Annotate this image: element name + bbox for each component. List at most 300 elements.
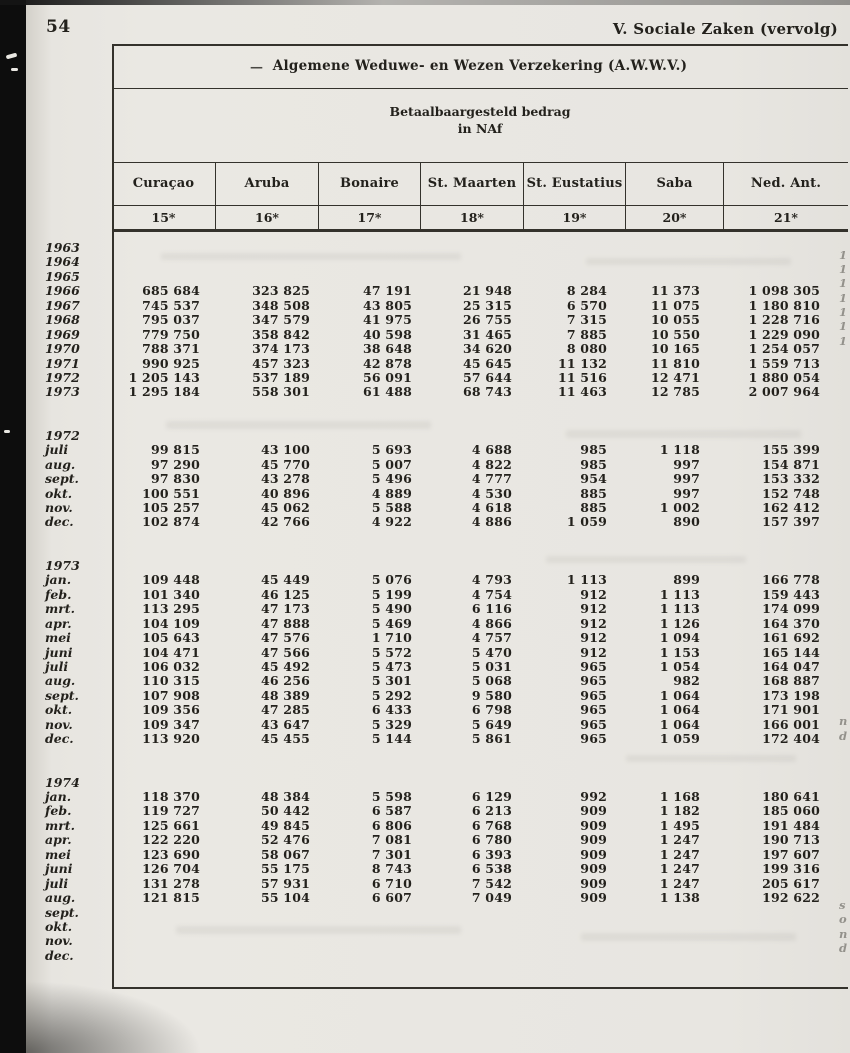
cell-curacao: 104 109: [142, 615, 200, 631]
cell-saba: 1 247: [659, 832, 700, 848]
cell-ned-ant: 185 060: [762, 803, 820, 819]
table-row: [45, 312, 848, 326]
cell-saba: 11 810: [650, 355, 700, 371]
cell-bonaire: 61 488: [362, 384, 412, 400]
cell-bonaire: 5 473: [371, 658, 412, 674]
row-label: feb.: [45, 586, 72, 602]
table-row: [45, 876, 848, 890]
cell-st-maarten: 26 755: [462, 312, 512, 328]
cell-st-maarten: 4 688: [471, 442, 512, 458]
column-header: Aruba: [215, 162, 318, 205]
table-row: [45, 645, 848, 659]
cell-bonaire: 8 743: [371, 861, 412, 877]
table-row: [45, 356, 848, 370]
row-label: feb.: [45, 803, 72, 819]
row-label: mei: [45, 846, 71, 862]
cell-saba: 1 247: [659, 861, 700, 877]
table-row: [45, 428, 848, 442]
cell-saba: 1 059: [659, 731, 700, 747]
row-label: 1973: [45, 384, 80, 400]
rule-table-bottom: [112, 987, 848, 989]
cell-ned-ant: 173 198: [762, 687, 820, 703]
cell-aruba: 50 442: [260, 803, 310, 819]
cell-st-maarten: 4 793: [471, 572, 512, 588]
bleedthrough-mark: 1: [839, 291, 848, 305]
cell-bonaire: 4 889: [371, 485, 412, 501]
cell-st-maarten: 21 948: [462, 283, 512, 299]
cell-st-maarten: 6 538: [471, 861, 512, 877]
cell-curacao: 106 032: [142, 658, 200, 674]
table-row: [45, 457, 848, 471]
cell-ned-ant: 174 099: [762, 601, 820, 617]
table-row: [45, 384, 848, 398]
cell-curacao: 109 356: [142, 702, 200, 718]
cell-bonaire: 5 469: [371, 615, 412, 631]
cell-ned-ant: 165 144: [762, 644, 820, 660]
cell-st-maarten: 9 580: [471, 687, 512, 703]
row-label: apr.: [45, 615, 72, 631]
cell-saba: 899: [673, 572, 700, 588]
cell-st-eustatius: 909: [580, 861, 607, 877]
table-row: [45, 587, 848, 601]
cell-aruba: 348 508: [252, 297, 310, 313]
cell-st-eustatius: 965: [580, 687, 607, 703]
bleedthrough-mark: 1: [839, 305, 848, 319]
cell-st-eustatius: 909: [580, 890, 607, 906]
cell-bonaire: 40 598: [362, 326, 412, 342]
cell-st-eustatius: 965: [580, 658, 607, 674]
row-label: dec.: [45, 947, 74, 963]
cell-saba: 890: [673, 514, 700, 530]
table-row: [45, 341, 848, 355]
row-label: juli: [45, 658, 69, 674]
cell-st-eustatius: 965: [580, 702, 607, 718]
cell-saba: 12 785: [650, 384, 700, 400]
cell-st-eustatius: 11 463: [557, 384, 607, 400]
cell-aruba: 46 125: [260, 586, 310, 602]
cell-bonaire: 1 710: [371, 630, 412, 646]
cell-bonaire: 6 806: [371, 817, 412, 833]
table-row: [45, 514, 848, 528]
rule-top: [112, 44, 848, 46]
cell-curacao: 110 315: [142, 673, 200, 689]
row-label: juli: [45, 875, 69, 891]
cell-curacao: 131 278: [142, 875, 200, 891]
cell-st-eustatius: 6 570: [566, 297, 607, 313]
page-number: 54: [46, 17, 71, 37]
cell-st-eustatius: 985: [580, 442, 607, 458]
cell-st-maarten: 4 822: [471, 456, 512, 472]
cell-st-eustatius: 985: [580, 456, 607, 472]
scan-speck: [4, 430, 10, 433]
cell-ned-ant: 161 692: [762, 630, 820, 646]
cell-st-eustatius: 11 132: [557, 355, 607, 371]
row-label: 1972: [45, 427, 80, 443]
cell-bonaire: 38 648: [362, 341, 412, 357]
cell-ned-ant: 2 007 964: [748, 384, 820, 400]
rule-under-title: [112, 88, 848, 89]
bleedthrough-mark: n: [839, 927, 848, 941]
cell-st-eustatius: 912: [580, 630, 607, 646]
cell-aruba: 323 825: [252, 283, 310, 299]
cell-aruba: 45 492: [260, 658, 310, 674]
cell-st-maarten: 5 649: [471, 716, 512, 732]
cell-aruba: 457 323: [252, 355, 310, 371]
column-header: St. Maarten: [420, 162, 523, 205]
column-header: Ned. Ant.: [723, 162, 848, 205]
cell-st-eustatius: 912: [580, 601, 607, 617]
cell-curacao: 99 815: [150, 442, 200, 458]
table-row: [45, 254, 848, 268]
table-row: [45, 327, 848, 341]
cell-curacao: 123 690: [142, 846, 200, 862]
cell-curacao: 113 920: [142, 731, 200, 747]
row-label: 1966: [45, 283, 80, 299]
column-header: Saba: [625, 162, 723, 205]
bleedthrough-mark: s: [839, 898, 846, 912]
cell-saba: 11 075: [650, 297, 700, 313]
cell-st-maarten: 5 470: [471, 644, 512, 660]
cell-aruba: 47 173: [260, 601, 310, 617]
cell-st-maarten: 7 049: [471, 890, 512, 906]
cell-curacao: 109 448: [142, 572, 200, 588]
row-label: juni: [45, 861, 73, 877]
table-subtitle: Betaalbaargesteld bedrag: [389, 104, 571, 119]
cell-bonaire: 5 496: [371, 471, 412, 487]
column-number: 15*: [151, 210, 176, 225]
row-label: 1965: [45, 268, 80, 284]
cell-st-eustatius: 1 113: [566, 572, 607, 588]
table-row: [45, 803, 848, 817]
table-row: [45, 933, 848, 947]
table-title: Algemene Weduwe- en Wezen Verzekering (A.W.W.V.): [272, 58, 688, 74]
row-label: juni: [45, 644, 73, 660]
row-label: jan.: [45, 572, 72, 588]
cell-aruba: 558 301: [252, 384, 310, 400]
table-row: [45, 702, 848, 716]
cell-saba: 1 064: [659, 716, 700, 732]
cell-ned-ant: 168 887: [762, 673, 820, 689]
cell-saba: 1 054: [659, 658, 700, 674]
cell-ned-ant: 191 484: [762, 817, 820, 833]
cell-aruba: 45 062: [260, 500, 310, 515]
row-label: 1963: [45, 240, 80, 255]
cell-st-maarten: 6 780: [471, 832, 512, 848]
scan-speck: [6, 53, 18, 60]
cell-curacao: 118 370: [142, 789, 200, 804]
cell-bonaire: 56 091: [362, 369, 412, 385]
cell-saba: 1 168: [659, 789, 700, 804]
cell-curacao: 97 830: [150, 471, 200, 487]
cell-st-maarten: 25 315: [462, 297, 512, 313]
cell-curacao: 102 874: [142, 514, 200, 530]
cell-curacao: 101 340: [142, 586, 200, 602]
cell-saba: 10 550: [650, 326, 700, 342]
table-row: [45, 601, 848, 615]
cell-st-maarten: 6 129: [471, 789, 512, 804]
cell-curacao: 107 908: [142, 687, 200, 703]
cell-st-maarten: 5 861: [471, 731, 512, 747]
cell-bonaire: 42 878: [362, 355, 412, 371]
row-label: okt.: [45, 485, 73, 501]
cell-st-eustatius: 885: [580, 485, 607, 501]
table-row: [45, 890, 848, 904]
cell-saba: 1 064: [659, 702, 700, 718]
bleedthrough-mark: 1: [839, 262, 848, 276]
bleedthrough-mark: o: [839, 912, 847, 926]
cell-curacao: 113 295: [142, 601, 200, 617]
cell-ned-ant: 1 180 810: [748, 297, 820, 313]
cell-bonaire: 47 191: [362, 283, 412, 299]
row-label: jan.: [45, 789, 72, 804]
cell-st-eustatius: 954: [580, 471, 607, 487]
cell-bonaire: 5 076: [371, 572, 412, 588]
cell-st-maarten: 6 393: [471, 846, 512, 862]
cell-st-eustatius: 8 080: [566, 341, 607, 357]
cell-ned-ant: 1 229 090: [748, 326, 820, 342]
cell-st-eustatius: 885: [580, 500, 607, 515]
column-header: St. Eustatius: [523, 162, 625, 205]
row-label: okt.: [45, 702, 73, 718]
cell-st-eustatius: 7 315: [566, 312, 607, 328]
cell-bonaire: 5 693: [371, 442, 412, 458]
table-row: [45, 717, 848, 731]
cell-bonaire: 5 572: [371, 644, 412, 660]
row-label: 1971: [45, 355, 80, 371]
cell-ned-ant: 1 098 305: [748, 283, 820, 299]
row-label: sept.: [45, 687, 79, 703]
cell-st-eustatius: 909: [580, 875, 607, 891]
cell-ned-ant: 199 316: [762, 861, 820, 877]
cell-ned-ant: 1 254 057: [748, 341, 820, 357]
cell-ned-ant: 166 778: [762, 572, 820, 588]
cell-bonaire: 43 805: [362, 297, 412, 313]
row-label: aug.: [45, 673, 76, 689]
row-label: juli: [45, 442, 69, 458]
table-row: [45, 861, 848, 875]
bleedthrough-mark: 1: [839, 334, 848, 348]
cell-curacao: 104 471: [142, 644, 200, 660]
table-row: [45, 486, 848, 500]
cell-ned-ant: 164 047: [762, 658, 820, 674]
cell-curacao: 745 537: [142, 297, 200, 313]
cell-curacao: 109 347: [142, 716, 200, 732]
cell-bonaire: 6 433: [371, 702, 412, 718]
row-label: nov.: [45, 933, 73, 949]
cell-ned-ant: 1 880 054: [748, 369, 820, 385]
bleedthrough-mark: d: [839, 729, 848, 743]
column-number: 16*: [215, 205, 318, 230]
cell-ned-ant: 164 370: [762, 615, 820, 631]
cell-bonaire: 6 587: [371, 803, 412, 819]
cell-ned-ant: 152 748: [762, 485, 820, 501]
cell-st-eustatius: 965: [580, 731, 607, 747]
cell-st-eustatius: 992: [580, 789, 607, 804]
row-label: 1972: [45, 369, 80, 385]
cell-bonaire: 5 329: [371, 716, 412, 732]
cell-aruba: 358 842: [252, 326, 310, 342]
row-label: nov.: [45, 716, 73, 732]
cell-aruba: 45 770: [260, 456, 310, 472]
cell-ned-ant: 1 228 716: [748, 312, 820, 328]
cell-ned-ant: 197 607: [762, 846, 820, 862]
table-row: [45, 558, 848, 572]
cell-st-maarten: 4 757: [471, 630, 512, 646]
cell-aruba: 58 067: [260, 846, 310, 862]
row-label: 1968: [45, 312, 80, 328]
cell-curacao: 105 643: [142, 630, 200, 646]
table-row: [45, 370, 848, 384]
table-row: [45, 630, 848, 644]
cell-aruba: 47 888: [260, 615, 310, 631]
cell-ned-ant: 205 617: [762, 875, 820, 891]
cell-ned-ant: 159 443: [762, 586, 820, 602]
cell-saba: 1 002: [659, 500, 700, 515]
cell-aruba: 43 647: [260, 716, 310, 732]
cell-saba: 1 094: [659, 630, 700, 646]
cell-aruba: 55 175: [260, 861, 310, 877]
row-label: 1974: [45, 774, 80, 790]
section-heading: V. Sociale Zaken (vervolg): [612, 20, 838, 38]
table-row: [45, 616, 848, 630]
cell-aruba: 49 845: [260, 817, 310, 833]
cell-st-eustatius: 909: [580, 803, 607, 819]
cell-st-maarten: 4 530: [471, 485, 512, 501]
row-label: 1970: [45, 341, 80, 357]
cell-st-eustatius: 965: [580, 673, 607, 689]
cell-bonaire: 5 301: [371, 673, 412, 689]
cell-aruba: 40 896: [260, 485, 310, 501]
table-row: [45, 673, 848, 687]
table-row: [45, 905, 848, 919]
column-number: 17*: [318, 205, 420, 230]
cell-st-eustatius: 909: [580, 817, 607, 833]
cell-bonaire: 6 607: [371, 890, 412, 906]
cell-st-maarten: 57 644: [462, 369, 512, 385]
cell-curacao: 119 727: [142, 803, 200, 819]
table-row: [45, 775, 848, 789]
cell-st-eustatius: 912: [580, 615, 607, 631]
cell-aruba: 52 476: [260, 832, 310, 848]
cell-curacao: 121 815: [142, 890, 200, 906]
table-row: [45, 500, 848, 514]
column-header-band: [112, 162, 848, 230]
cell-st-maarten: 7 542: [471, 875, 512, 891]
cell-saba: 1 247: [659, 875, 700, 891]
table-row: [45, 789, 848, 803]
cell-saba: 1 495: [659, 817, 700, 833]
cell-st-eustatius: 965: [580, 716, 607, 732]
cell-ned-ant: 192 622: [762, 890, 820, 906]
cell-st-maarten: 34 620: [462, 341, 512, 357]
cell-bonaire: 5 144: [371, 731, 412, 747]
cell-ned-ant: 1 559 713: [748, 355, 820, 371]
cell-aruba: 43 100: [260, 442, 310, 458]
cell-curacao: 1 205 143: [128, 369, 200, 385]
cell-st-eustatius: 7 885: [566, 326, 607, 342]
row-label: sept.: [45, 471, 79, 487]
cell-aruba: 537 189: [252, 369, 310, 385]
title-dash: —: [250, 60, 263, 75]
cell-curacao: 126 704: [142, 861, 200, 877]
row-label: 1973: [45, 557, 80, 573]
cell-st-maarten: 6 798: [471, 702, 512, 718]
cell-st-maarten: 68 743: [462, 384, 512, 400]
cell-aruba: 48 384: [260, 789, 310, 804]
cell-curacao: 97 290: [150, 456, 200, 472]
cell-bonaire: 7 081: [371, 832, 412, 848]
row-label: 1967: [45, 297, 80, 313]
cell-saba: 1 113: [659, 601, 700, 617]
table-row: [45, 442, 848, 456]
cell-aruba: 47 566: [260, 644, 310, 660]
cell-aruba: 45 449: [260, 572, 310, 588]
table-row: [45, 471, 848, 485]
table-row: [45, 283, 848, 297]
cell-st-maarten: 5 031: [471, 658, 512, 674]
bleedthrough-mark: 1: [839, 276, 848, 290]
cell-curacao: 788 371: [142, 341, 200, 357]
table-row: [45, 269, 848, 283]
cell-aruba: 43 278: [260, 471, 310, 487]
cell-aruba: 45 455: [260, 731, 310, 747]
cell-curacao: 990 925: [142, 355, 200, 371]
cell-st-maarten: 5 068: [471, 673, 512, 689]
table-row: [45, 240, 848, 254]
table-row: [45, 659, 848, 673]
cell-curacao: 100 551: [142, 485, 200, 501]
cell-bonaire: 5 598: [371, 789, 412, 804]
cell-saba: 10 165: [650, 341, 700, 357]
cell-bonaire: 41 975: [362, 312, 412, 328]
cell-bonaire: 5 292: [371, 687, 412, 703]
cell-bonaire: 6 710: [371, 875, 412, 891]
row-label: 1964: [45, 254, 80, 270]
cell-st-maarten: 4 777: [471, 471, 512, 487]
table-row: [45, 832, 848, 846]
cell-saba: 1 064: [659, 687, 700, 703]
column-header: Bonaire: [318, 162, 420, 205]
cell-saba: 997: [673, 485, 700, 501]
row-label: dec.: [45, 514, 74, 530]
cell-curacao: 1 295 184: [128, 384, 200, 400]
row-label: mrt.: [45, 601, 75, 617]
cell-st-maarten: 4 866: [471, 615, 512, 631]
cell-ned-ant: 154 871: [762, 456, 820, 472]
cell-st-maarten: 6 768: [471, 817, 512, 833]
column-number: 20*: [625, 205, 723, 230]
table-body: [45, 240, 848, 962]
row-label: mrt.: [45, 817, 75, 833]
cell-saba: 11 373: [650, 283, 700, 299]
cell-ned-ant: 180 641: [762, 789, 820, 804]
cell-aruba: 374 173: [252, 341, 310, 357]
cell-curacao: 122 220: [142, 832, 200, 848]
bleedthrough-mark: n: [839, 714, 848, 728]
row-label: nov.: [45, 500, 73, 515]
cell-bonaire: 4 922: [371, 514, 412, 530]
table-row: [45, 919, 848, 933]
cell-st-maarten: 6 213: [471, 803, 512, 819]
cell-ned-ant: 162 412: [762, 500, 820, 515]
row-label: 1969: [45, 326, 80, 342]
cell-st-maarten: 4 754: [471, 586, 512, 602]
cell-bonaire: 5 007: [371, 456, 412, 472]
table-row: [45, 688, 848, 702]
cell-st-eustatius: 11 516: [557, 369, 607, 385]
row-label: sept.: [45, 904, 79, 920]
cell-curacao: 125 661: [142, 817, 200, 833]
